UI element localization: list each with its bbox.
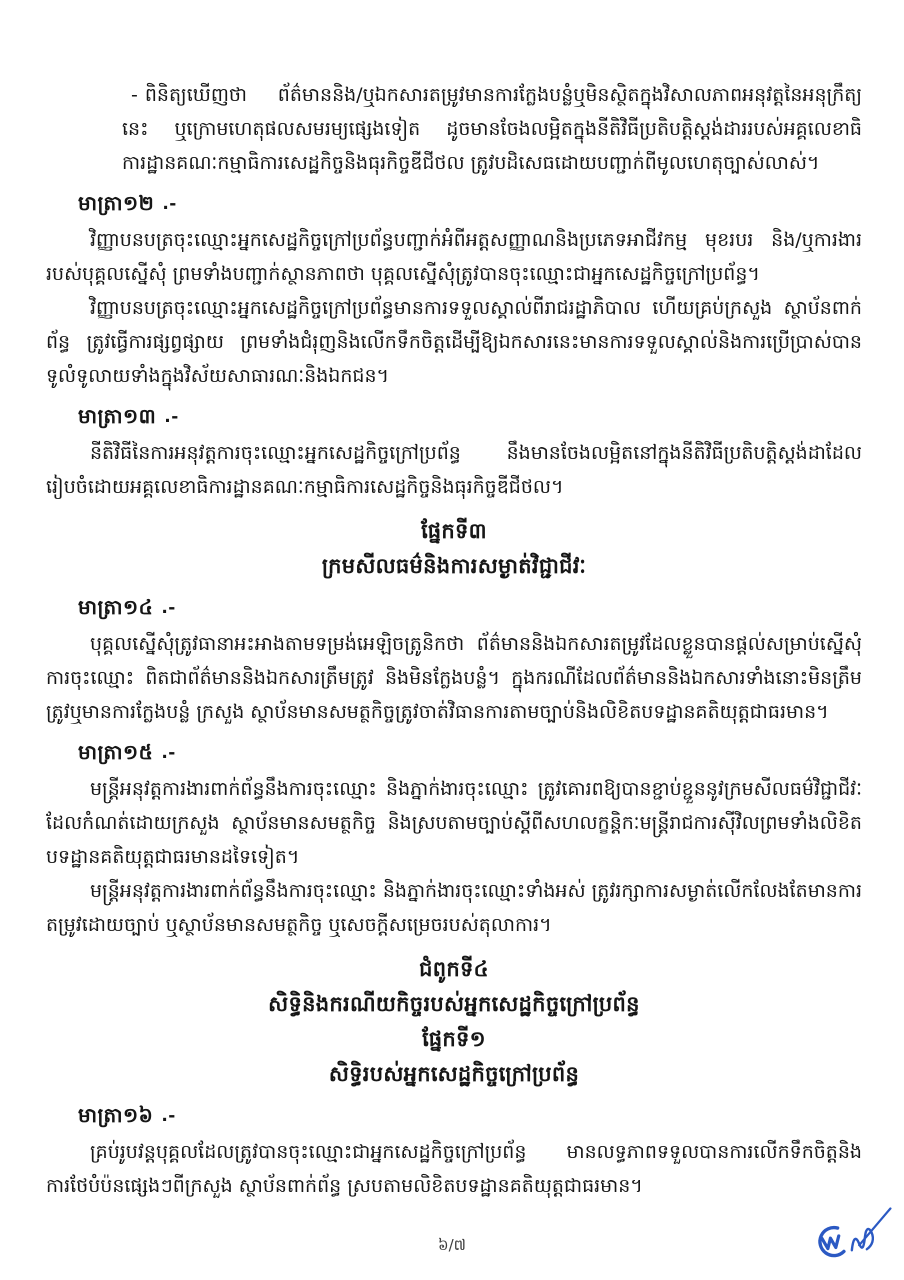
- article-15-paragraph-1: មន្ត្រីអនុវត្តការងារពាក់ព័ន្ធនឹងការចុះឈ្មោះ និងភ្នាក់ងារចុះឈ្មោះ ត្រូវគោរពឱ្យបានខ្ជាប់ខ្ជួននូវក្រមសីលធម៌វិជ្ជាជីវៈ ដែលកំណត់ដោយក្រសួង ស្ថាប័នមានសមត្ថកិច្ច និងស្របតាមច្បាប់ស្តីពីសហលក្ខន្តិកៈមន្ត្រីរាជការស៊ីវិលព្រមទាំងលិខិតបទដ្ឋានគតិយុត្តជាធរមានដទៃទៀត។: [46, 778, 862, 868]
- w-stamp-icon: [806, 1202, 900, 1272]
- document-body: [46, 78, 862, 1203]
- chapter-4-subtitle: សិទ្ធិនិងករណីយកិច្ចរបស់អ្នកសេដ្ឋកិច្ចក្រៅប្រព័ន្ធ: [268, 992, 640, 1016]
- article-16-mark: .-: [161, 1106, 176, 1126]
- article-16-paragraph-1: គ្រប់រូបវន្តបុគ្គលដែលត្រូវបានចុះឈ្មោះជាអ្នកសេដ្ឋកិច្ចក្រៅប្រព័ន្ធ មានលទ្ធភាពទទួលបានការលើកទឹកចិត្តនិងការថែបំប៉នផ្សេងៗពីក្រសួង ស្ថាប័នពាក់ព័ន្ធ ស្របតាមលិខិតបទដ្ឋានគតិយុត្តជាធរមាន។: [46, 1141, 862, 1197]
- article-16-heading: [78, 1098, 862, 1133]
- section-3-title: ផ្នែកទី៣: [421, 519, 487, 543]
- article-12-label: មាត្រា១២: [78, 191, 155, 215]
- article-15-mark: .-: [161, 743, 176, 763]
- bullet-text: ពិនិត្យឃើញថា ព័ត៌មាននិង/ឬឯកសារតម្រូវមានការក្លែងបន្លំឬមិនស្ថិតក្នុងវិសាលភាពអនុវត្តនៃអនុក្រឹត្យនេះ ឬក្រោមហេតុផលសមរម្យផ្សេងទៀត ដូចមានចែងលម្អិតក្នុងនីតិវិធីប្រតិបត្តិស្តង់ដាររបស់អគ្គលេខាធិការដ្ឋានគណៈកម្មាធិការសេដ្ឋកិច្ចនិងធុរកិច្ចឌីជីថល ត្រូវបដិសេធដោយបញ្ជាក់ពីមូលហេតុច្បាស់លាស់។: [122, 84, 862, 174]
- section-3-heading: [46, 514, 862, 584]
- page-number: ៦/៧: [438, 1236, 466, 1254]
- article-15-heading: [78, 735, 862, 770]
- article-12-paragraph-2: វិញ្ញាបនបត្រចុះឈ្មោះអ្នកសេដ្ឋកិច្ចក្រៅប្រព័ន្ធមានការទទួលស្គាល់ពីរាជរដ្ឋាភិបាល ហើយគ្រប់ក្រសួង ស្ថាប័នពាក់ព័ន្ធ ត្រូវធ្វើការផ្សព្វផ្សាយ ព្រមទាំងជំរុញនិងលើកទឹកចិត្តដើម្បីឱ្យឯកសារនេះមានការទទួលស្គាល់និងការប្រើប្រាស់បានទូលំទូលាយទាំងក្នុងវិស័យសាធារណៈនិងឯកជន។: [46, 297, 862, 387]
- article-14-label: មាត្រា១៤: [78, 595, 154, 619]
- article-13-paragraph-1: នីតិវិធីនៃការអនុវត្តការចុះឈ្មោះអ្នកសេដ្ឋកិច្ចក្រៅប្រព័ន្ធ នឹងមានចែងលម្អិតនៅក្នុងនីតិវិធីប្រតិបត្តិស្តង់ដាដែលរៀបចំដោយអគ្គលេខាធិការដ្ឋានគណៈកម្មាធិការសេដ្ឋកិច្ចនិងធុរកិច្ចឌីជីថល។: [46, 442, 862, 498]
- w-stamp-signature-icon: [806, 1202, 900, 1272]
- chapter-4-title: ជំពូកទី៤: [419, 957, 489, 981]
- article-12-paragraph-1: វិញ្ញាបនបត្រចុះឈ្មោះអ្នកសេដ្ឋកិច្ចក្រៅប្រព័ន្ធបញ្ជាក់អំពីអត្តសញ្ញាណនិងប្រភេទអាជីវកម្ម មុខរបរ និង/ឬការងាររបស់បុគ្គលស្នើសុំ ព្រមទាំងបញ្ជាក់ស្ថានភាពថា បុគ្គលស្នើសុំត្រូវបានចុះឈ្មោះជាអ្នកសេដ្ឋកិច្ចក្រៅប្រព័ន្ធ។: [46, 229, 862, 285]
- article-13-mark: .-: [164, 407, 179, 427]
- section-1-subtitle: សិទ្ធិរបស់អ្នកសេដ្ឋកិច្ចក្រៅប្រព័ន្ធ: [328, 1062, 580, 1086]
- article-14-mark: .-: [161, 598, 176, 618]
- article-14-paragraph-1: បុគ្គលស្នើសុំត្រូវធានាអះអាងតាមទម្រង់អេឡិចត្រូនិកថា ព័ត៌មាននិងឯកសារតម្រូវដែលខ្លួនបានផ្តល់សម្រាប់ស្នើសុំការចុះឈ្មោះ ពិតជាព័ត៌មាននិងឯកសារត្រឹមត្រូវ និងមិនក្លែងបន្លំ។ ក្នុងករណីដែលព័ត៌មាននិងឯកសារទាំងនោះមិនត្រឹមត្រូវឬមានការក្លែងបន្លំ ក្រសួង ស្ថាប័នមានសមត្ថកិច្ចត្រូវចាត់វិធានការតាមច្បាប់និងលិខិតបទដ្ឋានគតិយុត្តជាធរមាន។: [46, 633, 862, 723]
- bullet-item: [122, 78, 862, 180]
- article-16-label: មាត្រា១៦: [78, 1103, 154, 1127]
- article-13-heading: [78, 399, 862, 434]
- section-3-subtitle: ក្រមសីលធម៌និងការសម្ងាត់វិជ្ជាជីវៈ: [321, 554, 587, 578]
- bullet-dash: -: [131, 84, 138, 106]
- chapter-4-heading: [46, 952, 862, 1092]
- article-12-mark: .-: [162, 194, 177, 214]
- article-15-paragraph-2: មន្ត្រីអនុវត្តការងារពាក់ព័ន្ធនឹងការចុះឈ្មោះ និងភ្នាក់ងារចុះឈ្មោះទាំងអស់ ត្រូវរក្សាការសម្ងាត់លើកលែងតែមានការតម្រូវដោយច្បាប់ ឬស្ថាប័នមានសមត្ថកិច្ច ឬសេចក្តីសម្រេចរបស់តុលាការ។: [46, 880, 862, 936]
- article-14-heading: [78, 590, 862, 625]
- section-1-title: ផ្នែកទី១: [422, 1027, 486, 1051]
- article-13-label: មាត្រា១៣: [78, 404, 157, 428]
- article-15-label: មាត្រា១៥: [78, 740, 154, 764]
- article-12-heading: [78, 186, 862, 221]
